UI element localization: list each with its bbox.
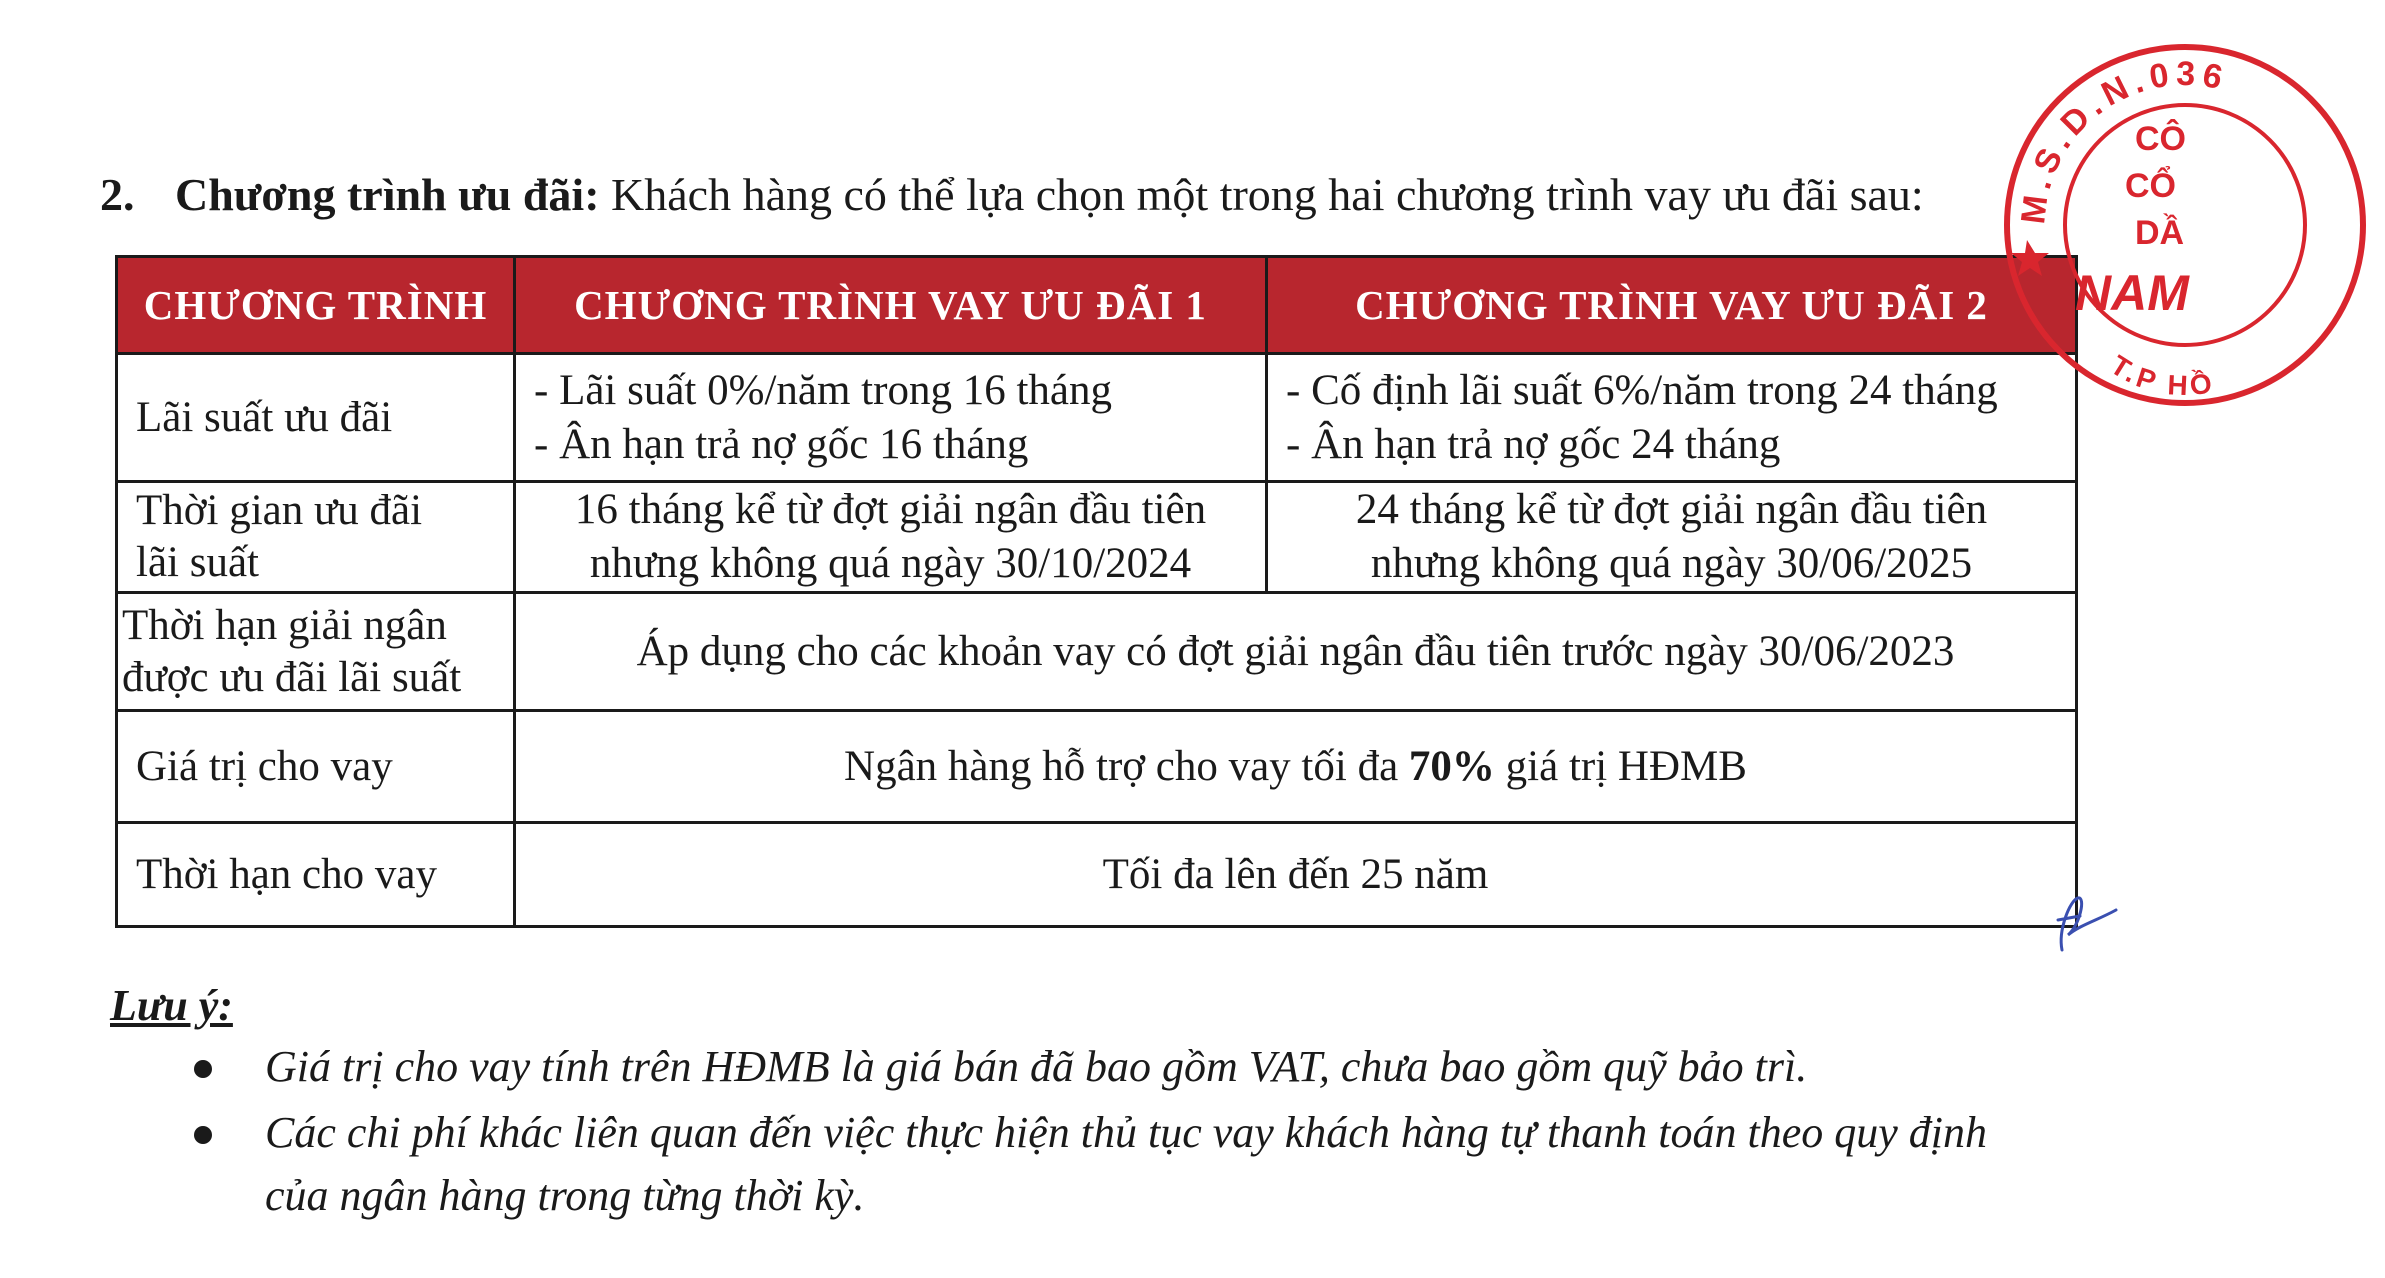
table-row-period	[117, 482, 2077, 593]
notes-title: Lưu ý:	[110, 981, 233, 1030]
stamp-line-1: CÔ	[2135, 120, 2186, 158]
cell-interest-program-2: - Cố định lãi suất 6%/năm trong 24 tháng - Ân hạn trả nợ gốc 24 tháng	[1267, 354, 2077, 482]
row-label-loan-value: Giá trị cho vay	[117, 711, 515, 823]
header-program-2: CHƯƠNG TRÌNH VAY ƯU ĐÃI 2	[1267, 257, 2077, 354]
stamp-ring-text: M.S.D.N.036	[2014, 54, 2232, 226]
row-label-period: Thời gian ưu đãi lãi suất	[117, 482, 515, 593]
table-header-row	[117, 257, 2077, 354]
stamp-bottom-text: T.P HỒ	[2105, 349, 2218, 402]
cell-period-program-1: 16 tháng kể từ đợt giải ngân đầu tiên nhưng không quá ngày 30/10/2024	[515, 482, 1267, 593]
section-heading	[100, 168, 1924, 221]
stamp-line-4: NAM	[2075, 265, 2189, 321]
header-program-1: CHƯƠNG TRÌNH VAY ƯU ĐÃI 1	[515, 257, 1267, 354]
company-stamp-icon	[1985, 25, 2385, 425]
notes-list	[190, 1035, 1990, 1230]
table-row-loan-value	[117, 711, 2077, 823]
header-program: CHƯƠNG TRÌNH	[117, 257, 515, 354]
list-item: Giá trị cho vay tính trên HĐMB là giá bán đã bao gồm VAT, chưa bao gồm quỹ bảo trì.	[190, 1035, 1990, 1098]
table-row-interest	[117, 354, 2077, 482]
svg-text:M.S.D.N.036	[2014, 55, 2231, 226]
list-item: Các chi phí khác liên quan đến việc thực hiện thủ tục vay khách hàng tự thanh toán theo quy định của ngân hàng trong từng thời kỳ.	[190, 1101, 1990, 1227]
stamp-line-2: CỔ	[2125, 167, 2176, 205]
cell-loan-term: Tối đa lên đến 25 năm	[515, 823, 2077, 927]
row-label-disbursement: Thời hạn giải ngân được ưu đãi lãi suất	[117, 593, 515, 711]
bullet-icon	[194, 1060, 212, 1078]
cell-disbursement-value: Áp dụng cho các khoản vay có đợt giải ngân đầu tiên trước ngày 30/06/2023	[515, 593, 2077, 711]
bullet-icon	[194, 1126, 212, 1144]
loan-program-table	[115, 255, 2078, 928]
cell-interest-program-1: - Lãi suất 0%/năm trong 16 tháng - Ân hạn trả nợ gốc 16 tháng	[515, 354, 1267, 482]
section-intro: Khách hàng có thể lựa chọn một trong hai chương trình vay ưu đãi sau:	[599, 169, 1924, 220]
row-label-loan-term: Thời hạn cho vay	[117, 823, 515, 927]
cell-loan-value: Ngân hàng hỗ trợ cho vay tối đa 70% giá trị HĐMB	[515, 711, 2077, 823]
section-number: 2.	[100, 169, 135, 220]
section-title: Chương trình ưu đãi:	[175, 169, 600, 220]
row-label-interest: Lãi suất ưu đãi	[117, 354, 515, 482]
table-row-loan-term	[117, 823, 2077, 927]
cell-period-program-2: 24 tháng kể từ đợt giải ngân đầu tiên nhưng không quá ngày 30/06/2025	[1267, 482, 2077, 593]
signature-mark-icon	[2050, 880, 2120, 960]
stamp-line-3: DẦ	[2135, 214, 2185, 252]
table-row-disbursement	[117, 593, 2077, 711]
